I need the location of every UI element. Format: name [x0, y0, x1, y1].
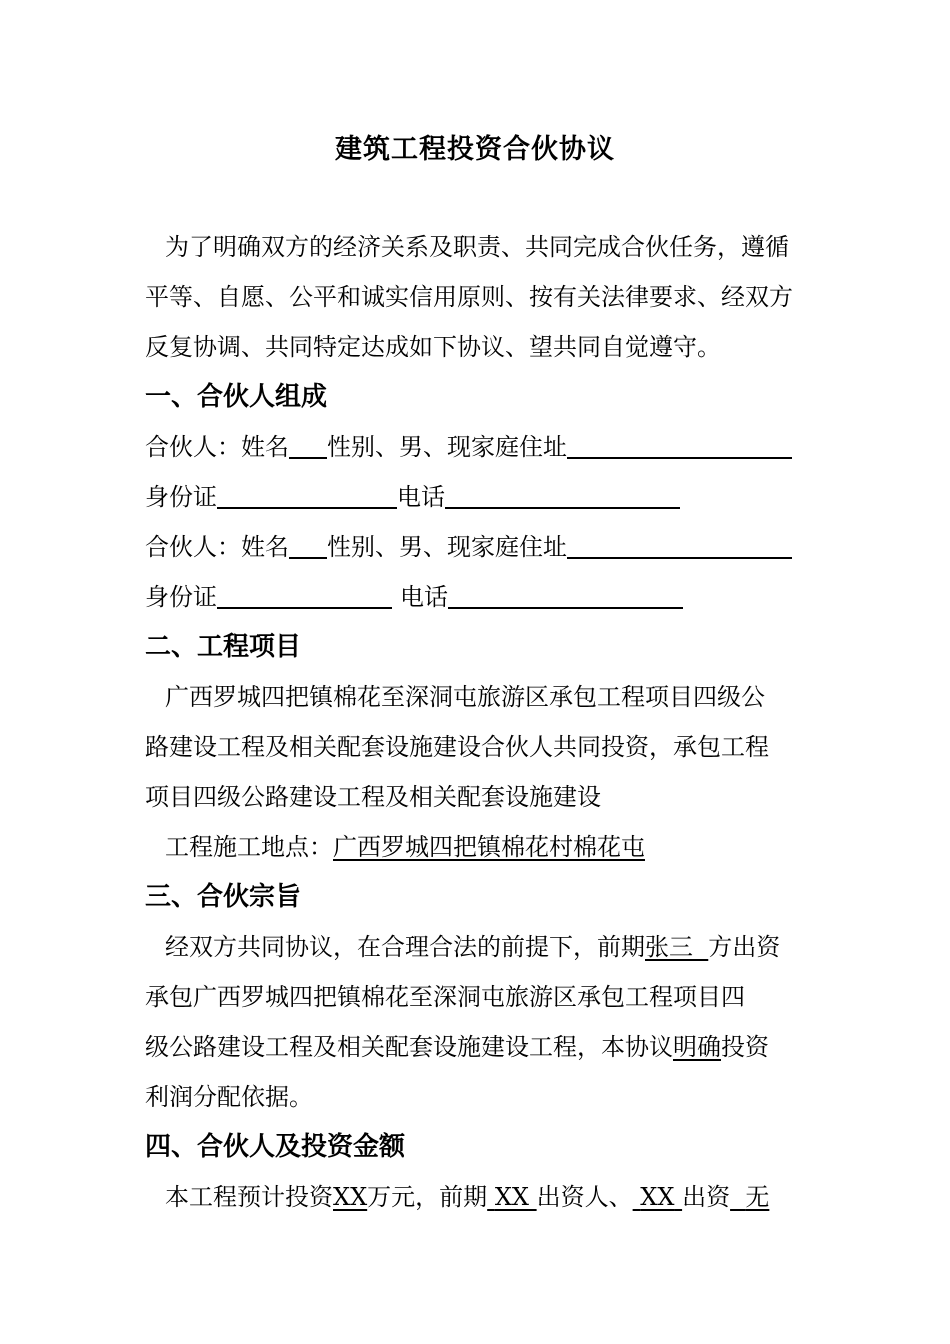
section-2-heading: 二、工程项目: [145, 632, 302, 662]
investor-1: XX: [494, 1183, 529, 1211]
site-value: 广西罗城四把镇棉花村棉花屯: [333, 833, 645, 861]
investment-text: 本工程预计投资: [165, 1183, 333, 1211]
partner-2-line: [145, 522, 810, 572]
purpose-line-1: [145, 922, 810, 972]
intro-line-3: 反复协调、共同特定达成如下协议、望共同自觉遵守。: [145, 333, 721, 361]
document-body: [145, 222, 810, 1222]
investment-line-1: [145, 1172, 810, 1222]
partner-label: 合伙人：姓名: [145, 533, 289, 561]
site-label: 工程施工地点：: [165, 833, 333, 861]
purpose-text: 级公路建设工程及相关配套设施建设工程，本协议: [145, 1033, 673, 1061]
investor-name: 张三: [645, 933, 693, 961]
site-line: [145, 822, 810, 872]
intro-line-2: 平等、自愿、公平和诚实信用原则、按有关法律要求、经双方: [145, 283, 793, 311]
project-line-1: 广西罗城四把镇棉花至深洞屯旅游区承包工程项目四级公: [165, 683, 765, 711]
gender-address-label: 性别、男、现家庭住址: [327, 533, 567, 561]
id-blank: [217, 581, 392, 609]
phone-label: 电话: [400, 583, 448, 611]
purpose-text: 经双方共同协议，在合理合法的前提下，前期: [165, 933, 645, 961]
name-blank: [289, 531, 327, 559]
partner-label: 合伙人：姓名: [145, 433, 289, 461]
id-label: 身份证: [145, 483, 217, 511]
name-blank: [289, 431, 327, 459]
phone-label: 电话: [397, 483, 445, 511]
investor-2: XX: [640, 1183, 675, 1211]
section-4-heading: 四、合伙人及投资金额: [145, 1132, 406, 1162]
investment-text: 出资: [682, 1183, 731, 1211]
purpose-text-end: 方出资: [708, 933, 781, 961]
investment-none: 无: [745, 1183, 770, 1211]
purpose-line-4: 利润分配依据。: [145, 1083, 313, 1111]
address-blank: [567, 431, 792, 459]
underlined-term: 明确: [673, 1033, 721, 1061]
project-line-2: 路建设工程及相关配套设施建设合伙人共同投资，承包工程: [145, 733, 769, 761]
section-3-heading: 三、合伙宗旨: [145, 882, 302, 912]
intro-line-1: 为了明确双方的经济关系及职责、共同完成合伙任务，遵循: [165, 233, 789, 261]
phone-blank: [445, 481, 680, 509]
investment-amount: XX: [333, 1183, 368, 1211]
address-blank: [567, 531, 792, 559]
gender-address-label: 性别、男、现家庭住址: [327, 433, 567, 461]
partner-1-id-line: [145, 472, 810, 522]
partner-2-id-line: [145, 572, 810, 622]
investment-text: 万元，前期: [367, 1183, 488, 1211]
purpose-line-3: [145, 1022, 810, 1072]
purpose-line-2: 承包广西罗城四把镇棉花至深洞屯旅游区承包工程项目四: [145, 983, 745, 1011]
id-blank: [217, 481, 397, 509]
document-title: 建筑工程投资合伙协议: [335, 134, 615, 165]
purpose-text-end: 投资: [721, 1033, 769, 1061]
section-1-heading: 一、合伙人组成: [145, 382, 328, 412]
investment-text: 出资人、: [536, 1183, 633, 1211]
project-line-3: 项目四级公路建设工程及相关配套设施建设: [145, 783, 601, 811]
partner-1-line: [145, 422, 810, 472]
id-label: 身份证: [145, 583, 217, 611]
phone-blank: [448, 581, 683, 609]
